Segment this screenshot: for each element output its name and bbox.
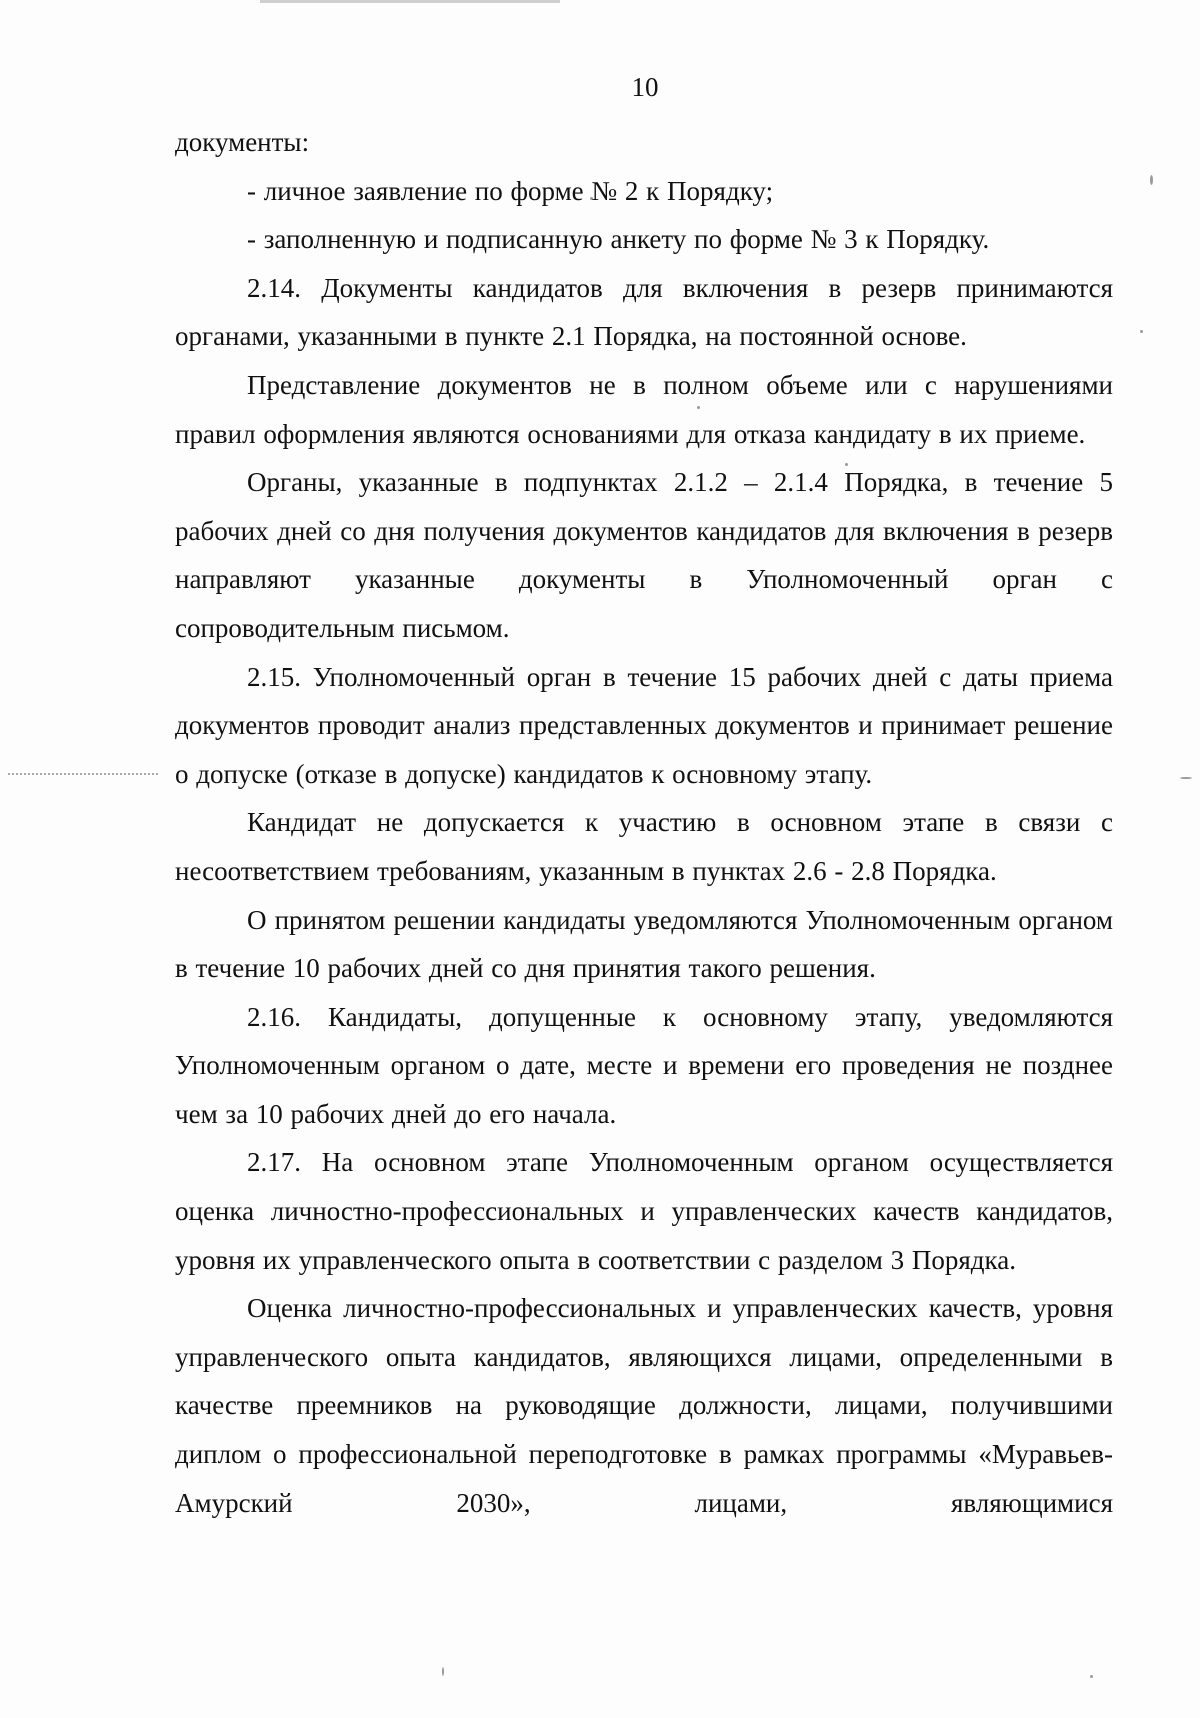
- list-item: - заполненную и подписанную анкету по форме № 3 к Порядку.: [247, 224, 990, 255]
- paragraph: 2.14. Документы кандидатов для включения в резерв принимаются органами, указанными в пункте 2.1 Порядка, на постоянной основе.: [175, 272, 1113, 352]
- scan-dotted-mark: [8, 773, 158, 775]
- scan-speck: [1140, 330, 1143, 333]
- paragraph: 2.15. Уполномоченный орган в течение 15 рабочих дней с даты приема документов проводит анализ представленных документов и принимает решение о допуске (отказе в допуске) кандидатов к основному этапу.: [175, 661, 1113, 789]
- page-number: 10: [631, 72, 659, 102]
- paragraph: Оценка личностно-профессиональных и управленческих качеств, уровня управленческого опыта кандидатов, являющихся лицами, определенными в качестве преемников на руководящие должности, лицами, получившими диплом о профессиональной переподготовке в рамках программы «Муравьев-Амурский 2030», лицами, являющимися: [175, 1293, 1113, 1518]
- scan-edge-mark: [260, 0, 560, 3]
- body-text: [175, 118, 1113, 1527]
- scan-speck: [1150, 175, 1153, 185]
- paragraph: Представление документов не в полном объеме или с нарушениями правил оформления являются основаниями для отказа кандидату в их приеме.: [175, 369, 1113, 449]
- paragraph: документы:: [175, 127, 310, 157]
- paragraph: 2.17. На основном этапе Уполномоченным органом осуществляется оценка личностно-профессиональных и управленческих качеств кандидатов, уровня их управленческого опыта в соответствии с разделом 3 Порядка.: [175, 1147, 1113, 1275]
- paragraph: 2.16. Кандидаты, допущенные к основному этапу, уведомляются Уполномоченным органом о дате, месте и времени его проведения не позднее чем за 10 рабочих дней до его начала.: [175, 1001, 1113, 1129]
- list-item: - личное заявление по форме № 2 к Порядку;: [247, 175, 774, 206]
- scan-speck: [442, 1667, 444, 1676]
- scan-speck: [1180, 777, 1192, 779]
- paragraph: О принятом решении кандидаты уведомляются Уполномоченным органом в течение 10 рабочих дней со дня принятия такого решения.: [175, 904, 1113, 984]
- paragraph: Кандидат не допускается к участию в основном этапе в связи с несоответствием требованиям, указанным в пунктах 2.6 - 2.8 Порядка.: [175, 807, 1113, 886]
- paragraph: Органы, указанные в подпунктах 2.1.2 – 2.1.4 Порядка, в течение 5 рабочих дней со дня получения документов кандидатов для включения в резерв направляют указанные документы в Уполномоченный орган с сопроводительным письмом.: [175, 467, 1113, 643]
- scan-speck: [1090, 1675, 1093, 1678]
